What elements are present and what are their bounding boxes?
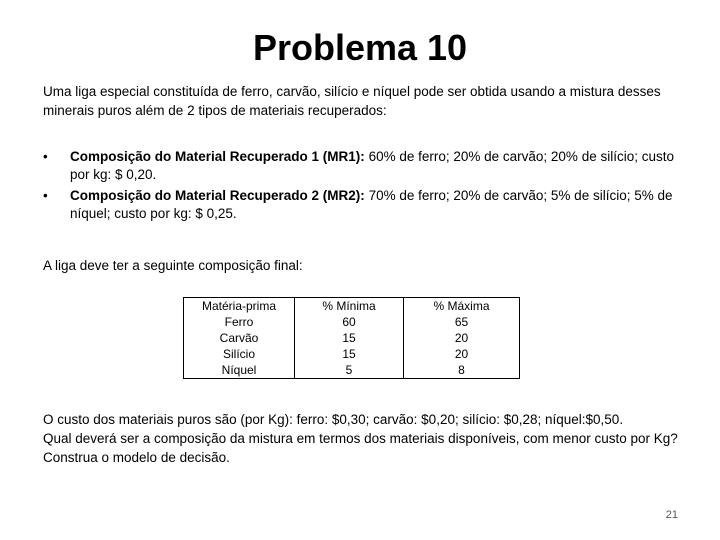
table-cell: Ferro	[184, 314, 295, 330]
table-row	[184, 346, 520, 362]
table-row	[184, 314, 520, 330]
slide-title: Problema 10	[252, 27, 468, 68]
bullet-heading-mr2: Composição do Material Recuperado 2 (MR2):	[70, 188, 365, 203]
composition-table	[183, 297, 520, 379]
table-cell: Silício	[184, 346, 295, 362]
composition-intro: A liga deve ter a seguinte composição final:	[43, 258, 303, 273]
bullet-text-mr1: 60% de ferro; 20% de carvão; 20% de silício; custo por kg: $ 0,20.	[70, 149, 674, 182]
table-cell: 5	[295, 362, 404, 379]
bullet-item-mr1	[43, 148, 683, 184]
table-cell: Níquel	[184, 362, 295, 379]
bullet-list	[43, 148, 683, 226]
table-header-cell: % Máxima	[404, 298, 520, 315]
table-header-cell: Matéria-prima	[184, 298, 295, 315]
table-cell: 65	[404, 314, 520, 330]
table-cell: 20	[404, 346, 520, 362]
intro-paragraph: Uma liga especial constituída de ferro, carvão, silício e níquel pode ser obtida usando a mistura desses minerais puros além de 2 tipos de materiais recuperados:	[43, 84, 661, 118]
table-row	[184, 330, 520, 346]
table-cell: 8	[404, 362, 520, 379]
table-cell: 60	[295, 314, 404, 330]
table-cell: 20	[404, 330, 520, 346]
bullet-heading-mr1: Composição do Material Recuperado 1 (MR1):	[70, 149, 365, 164]
table-cell: 15	[295, 330, 404, 346]
question-text: Qual deverá ser a composição da mistura em termos dos materiais disponíveis, com menor custo por Kg? Construa o modelo de decisão.	[43, 431, 678, 465]
bullet-item-mr2	[43, 187, 683, 223]
table-header-cell: % Mínima	[295, 298, 404, 315]
closing-paragraph	[43, 410, 683, 467]
bullet-marker: •	[43, 188, 48, 203]
table-cell: 15	[295, 346, 404, 362]
cost-text: O custo dos materiais puros são (por Kg): ferro: $0,30; carvão: $0,20; silício: $0,28; níquel:$0,50.	[43, 412, 624, 427]
table-header-row	[184, 298, 520, 315]
page-number: 21	[665, 509, 678, 521]
bullet-text-mr2: 70% de ferro; 20% de carvão; 5% de silício; 5% de níquel; custo por kg: $ 0,25.	[70, 188, 673, 221]
table-row	[184, 362, 520, 379]
bullet-marker: •	[43, 149, 48, 164]
table-cell: Carvão	[184, 330, 295, 346]
